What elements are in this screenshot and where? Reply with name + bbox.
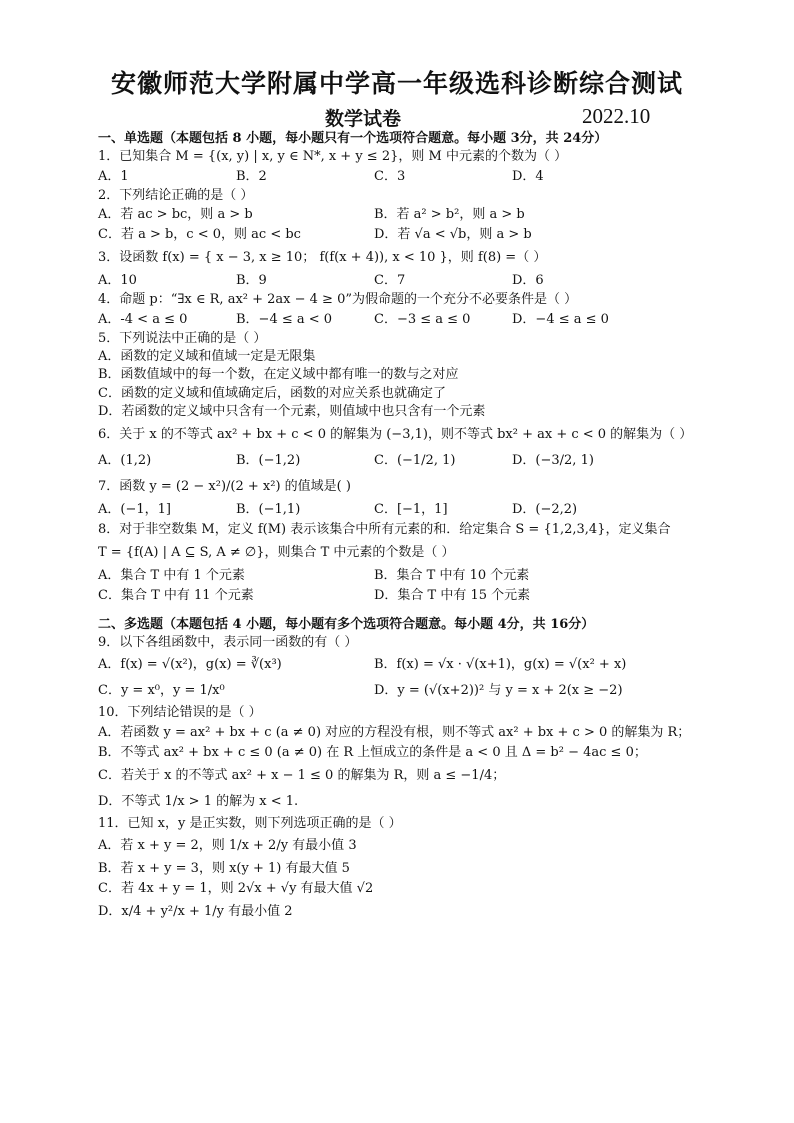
question-7-stem <box>98 474 708 500</box>
option-a: A．1 <box>98 168 129 184</box>
option-d: D．x/4 + y²/x + 1/y 有最小值 2 <box>98 904 293 920</box>
question-3-stem <box>98 245 708 271</box>
question-10-option-c <box>98 763 708 789</box>
option-d: D．若函数的定义域中只含有一个元素，则值域中也只含有一个元素 <box>98 404 486 420</box>
option-b: B．若 x + y = 3，则 x(y + 1) 有最大值 5 <box>98 861 350 877</box>
question-2-options-cd <box>98 225 708 245</box>
option-a: A．(−1，1] <box>98 501 171 517</box>
question-11-stem: 11．已知 x，y 是正实数，则下列选项正确的是（ ） <box>98 815 402 831</box>
option-b: B．函数值域中的每一个数，在定义域中都有唯一的数与之对应 <box>98 367 459 383</box>
question-6-text: 6．关于 x 的不等式 ax² + bx + c < 0 的解集为 (−3,1)，则不等式 bx² + ax + c < 0 的解集为（ ） <box>98 426 693 442</box>
question-3-text: 3．设函数 f(x) = { x − 3, x ≥ 10； f(f(x + 4)), x < 10 }，则 f(8) =（ ） <box>98 250 547 266</box>
option-d: D．y = (√(x+2))² 与 y = x + 2(x ≥ −2) <box>374 683 623 699</box>
option-c: C．3 <box>374 168 406 184</box>
question-6-options <box>98 448 708 474</box>
option-a: A．f(x) = √(x²)，g(x) = ∛(x³) <box>98 657 282 673</box>
option-b: B．若 a² > b²，则 a > b <box>374 207 525 223</box>
option-c: C．若关于 x 的不等式 ax² + x − 1 ≤ 0 的解集为 R，则 a ≤ −1/4； <box>98 767 506 783</box>
option-a: A．集合 T 中有 1 个元素 <box>98 567 245 583</box>
option-d: D．(−3/2, 1) <box>512 452 594 468</box>
option-d: D．不等式 1/x > 1 的解为 x < 1. <box>98 793 299 809</box>
option-d: D．4 <box>512 168 544 184</box>
option-b: B．(−1,2) <box>236 452 301 468</box>
exam-subtitle <box>0 104 794 128</box>
question-11-option-d <box>98 899 708 925</box>
question-8-stem-line1 <box>98 520 708 540</box>
question-8-options-ab <box>98 566 708 586</box>
option-a: A．若 x + y = 2，则 1/x + 2/y 有最小值 3 <box>98 838 357 854</box>
option-d: D．−4 ≤ a ≤ 0 <box>512 311 609 327</box>
question-1-options <box>98 167 708 187</box>
option-c: C．若 4x + y = 1，则 2√x + √y 有最大值 √2 <box>98 881 374 897</box>
question-11-option-a <box>98 833 708 859</box>
question-8-text-1: 8．对于非空数集 M，定义 f(M) 表示该集合中所有元素的和．给定集合 S = {1,2,3,4}，定义集合 <box>98 521 671 537</box>
option-a: A．10 <box>98 273 137 289</box>
option-d: D．6 <box>512 273 544 289</box>
option-a: A．若 ac > bc，则 a > b <box>98 207 253 223</box>
option-b: B．2 <box>236 168 267 184</box>
option-d: D．若 √a < √b，则 a > b <box>374 227 532 243</box>
question-4-stem: 4．命题 p：“∃x ∈ R, ax² + 2ax − 4 ≥ 0”为假命题的一个充分不必要条件是（ ） <box>98 292 578 308</box>
option-c: C．−3 ≤ a ≤ 0 <box>374 311 471 327</box>
option-d: D．(−2,2) <box>512 501 578 517</box>
option-b: B．(−1,1) <box>236 501 301 517</box>
option-b: B．f(x) = √x · √(x+1)，g(x) = √(x² + x) <box>374 657 627 673</box>
question-1-stem: 1．已知集合 M = {(x, y) | x, y ∈ N*, x + y ≤ 2}，则 M 中元素的个数为（ ） <box>98 149 568 165</box>
question-7-text: 7．函数 y = (2 − x²)/(2 + x²) 的值域是( ) <box>98 478 351 494</box>
question-3-options <box>98 271 708 291</box>
question-2-options-ab <box>98 205 708 225</box>
section-spacer <box>98 606 708 616</box>
option-c: C．(−1/2, 1) <box>374 452 456 468</box>
option-a: A．若函数 y = ax² + bx + c (a ≠ 0) 对应的方程没有根，则不等式 ax² + bx + c > 0 的解集为 R； <box>98 724 691 740</box>
question-9-stem: 9．以下各组函数中，表示同一函数的有（ ） <box>98 634 358 650</box>
option-a: A．-4 < a ≤ 0 <box>98 311 188 327</box>
option-c: C．若 a > b，c < 0，则 ac < bc <box>98 227 301 243</box>
question-10-option-a <box>98 723 708 743</box>
option-c: C．集合 T 中有 11 个元素 <box>98 587 254 603</box>
option-b: B．不等式 ax² + bx + c ≤ 0 (a ≠ 0) 在 R 上恒成立的条件是 a < 0 且 Δ = b² − 4ac ≤ 0； <box>98 744 647 760</box>
question-6-stem <box>98 422 708 448</box>
option-a: A．函数的定义域和值域一定是无限集 <box>98 348 316 364</box>
question-8-stem-line2 <box>98 540 708 566</box>
question-list <box>98 130 708 925</box>
section-heading-single-choice: 一、单选题（本题包括 8 小题，每小题只有一个选项符合题意。每小题 3分，共 24分） <box>98 131 608 146</box>
option-c: C．7 <box>374 273 406 289</box>
option-c: C．函数的定义域和值域确定后，函数的对应关系也就确定了 <box>98 385 446 401</box>
option-c: C．[−1，1] <box>374 501 448 517</box>
option-d: D．集合 T 中有 15 个元素 <box>374 587 531 603</box>
question-8-options-cd <box>98 586 708 606</box>
option-b: B．集合 T 中有 10 个元素 <box>374 567 530 583</box>
question-11-option-b <box>98 859 708 879</box>
question-10-option-b <box>98 743 708 763</box>
question-5-stem: 5．下列说法中正确的是（ ） <box>98 330 267 346</box>
option-c: C．y = x⁰，y = 1/x⁰ <box>98 683 225 699</box>
exam-title: 安徽师范大学附属中学高一年级选科诊断综合测试 <box>110 69 683 98</box>
question-4-options <box>98 310 708 330</box>
section-heading-multiple-choice: 二、多选题（本题包括 4 小题，每小题有多个选项符合题意。每小题 4分，共 16分） <box>98 616 595 632</box>
question-10-stem: 10．下列结论错误的是（ ） <box>98 705 262 721</box>
option-a: A．(1,2) <box>98 452 152 468</box>
question-9-options-ab <box>98 652 708 678</box>
exam-date: 2022.10 <box>582 104 651 128</box>
question-8-text-2: T = {f(A) | A ⊆ S, A ≠ ∅}，则集合 T 中元素的个数是（ ） <box>98 544 455 560</box>
subject-name: 数学试卷 <box>325 108 402 130</box>
question-9-options-cd <box>98 678 708 704</box>
option-b: B．9 <box>236 273 267 289</box>
question-2-stem: 2．下列结论正确的是（ ） <box>98 187 254 203</box>
question-10-option-d <box>98 789 708 815</box>
question-7-options <box>98 500 708 520</box>
question-11-option-c <box>98 879 708 899</box>
option-b: B．−4 ≤ a < 0 <box>236 311 333 327</box>
